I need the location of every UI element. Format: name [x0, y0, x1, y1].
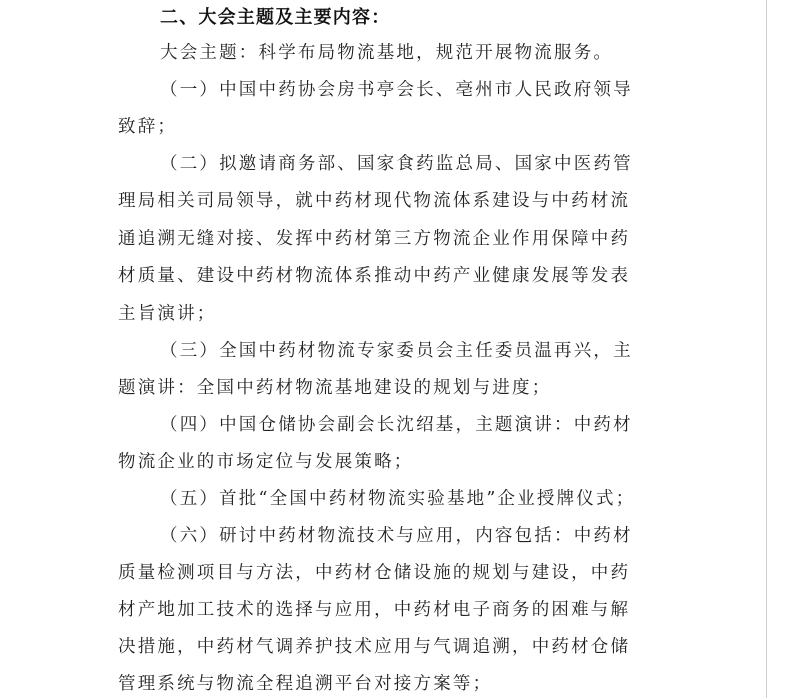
item-2-line-2: 理局相关司局领导，就中药材现代物流体系建设与中药材流	[118, 191, 631, 211]
item-6-line-4: 决措施，中药材气调养护技术应用与气调追溯，中药材仓储	[118, 637, 631, 657]
item-2-line-4: 材质量、建设中药材物流体系推动中药产业健康发展等发表	[118, 266, 631, 286]
item-1-line-2: 致辞；	[118, 117, 178, 137]
item-5-line-1: （五）首批“全国中药材物流实验基地”企业授牌仪式；	[160, 489, 636, 509]
item-4-line-1: （四）中国仓储协会副会长沈绍基，主题演讲：中药材	[160, 415, 633, 435]
item-3-line-2: 题演讲：全国中药材物流基地建设的规划与进度；	[118, 378, 552, 398]
page-edge-divider	[766, 0, 767, 698]
item-2-line-5: 主旨演讲；	[118, 304, 217, 324]
section-heading: 二、大会主题及主要内容：	[160, 7, 391, 28]
item-1-line-1: （一）中国中药协会房书亭会长、亳州市人民政府领导	[160, 80, 633, 100]
item-4-line-2: 物流企业的市场定位与发展策略；	[118, 452, 414, 472]
item-6-line-1: （六）研讨中药材物流技术与应用，内容包括：中药材	[160, 526, 633, 546]
item-2-line-3: 通追溯无缝对接、发挥中药材第三方物流企业作用保障中药	[118, 229, 631, 249]
item-3-line-1: （三）全国中药材物流专家委员会主任委员温再兴，主	[160, 341, 633, 361]
item-6-line-5: 管理系统与物流全程追溯平台对接方案等；	[118, 674, 493, 694]
item-6-line-2: 质量检测项目与方法，中药材仓储设施的规划与建设，中药	[118, 563, 631, 583]
item-6-line-3: 材产地加工技术的选择与应用，中药材电子商务的困难与解	[118, 600, 631, 620]
conference-theme: 大会主题：科学布局物流基地，规范开展物流服务。	[160, 43, 614, 63]
item-2-line-1: （二）拟邀请商务部、国家食药监总局、国家中医药管	[160, 154, 633, 174]
